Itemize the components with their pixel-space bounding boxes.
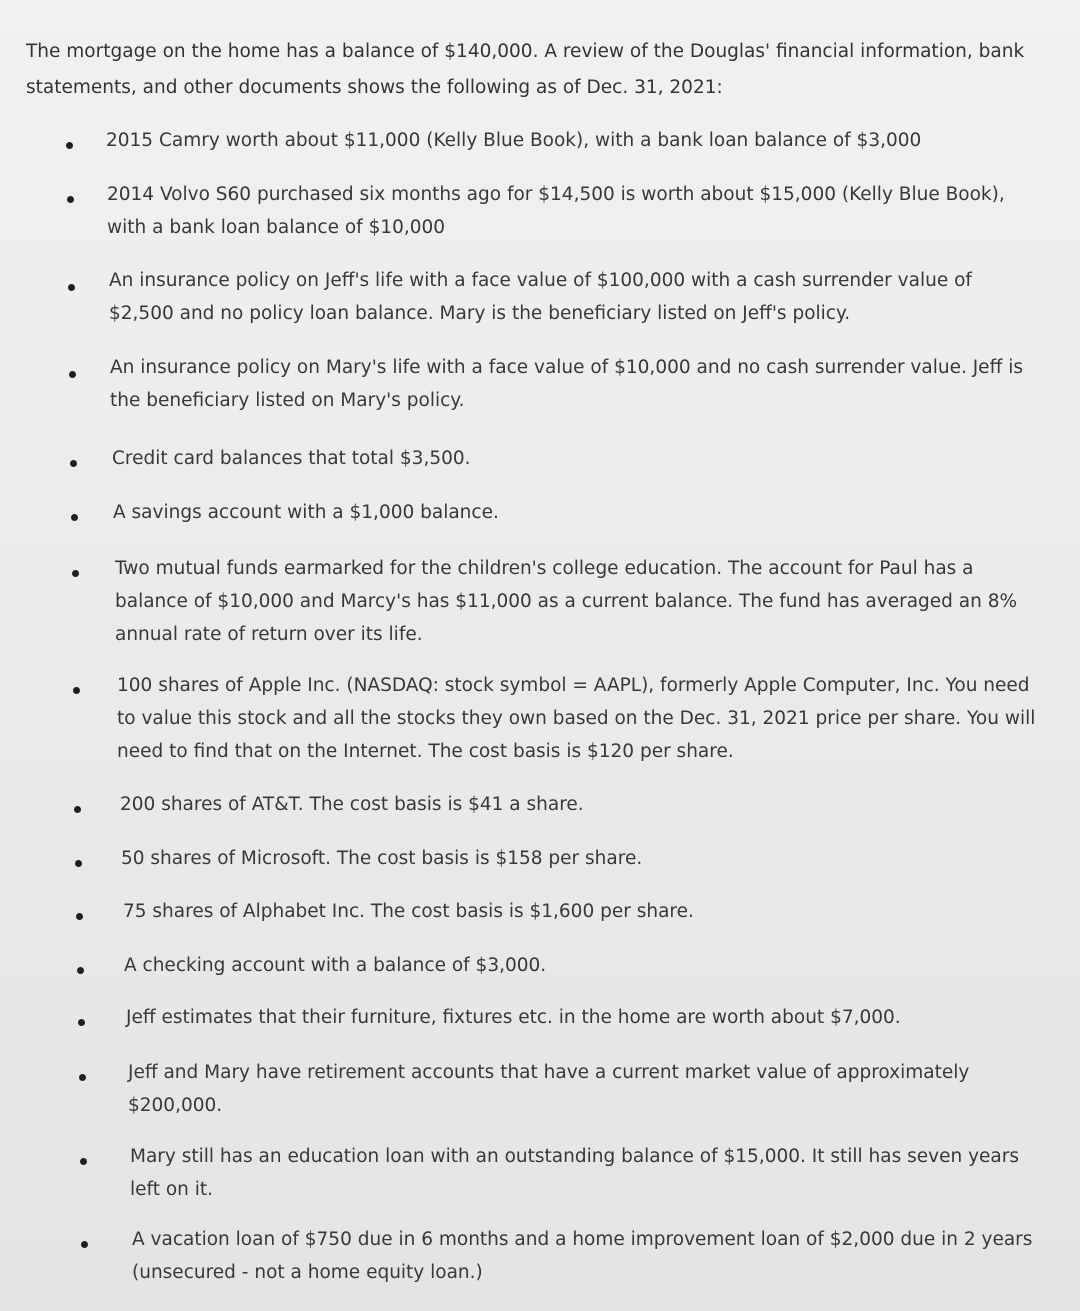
list-item-microsoft-stock	[121, 842, 1021, 875]
list-item-jeff-insurance	[109, 264, 1009, 330]
list-item-mary-insurance	[110, 351, 1040, 417]
bullet-icon	[79, 1074, 86, 1081]
list-item-credit-card	[112, 442, 1012, 475]
bullet-icon	[75, 860, 82, 867]
list-item-text: 50 shares of Microsoft. The cost basis is $158 per share.	[121, 848, 643, 869]
list-item-text: 200 shares of AT&T. The cost basis is $41 a share.	[120, 794, 584, 815]
bullet-icon	[72, 570, 79, 577]
bullet-icon	[69, 371, 76, 378]
list-item-text: 100 shares of Apple Inc. (NASDAQ: stock symbol = AAPL), formerly Apple Computer, Inc. You need to value this stock and all the stocks they own based on the Dec. 31, 2021 price per share. You will need to find that on the Internet. The cost basis is $120 per share.	[117, 675, 1036, 762]
list-item-volvo	[107, 178, 1037, 244]
list-item-text: Credit card balances that total $3,500.	[112, 448, 471, 469]
list-item-checking	[124, 949, 1024, 982]
list-item-text: 2014 Volvo S60 purchased six months ago for $14,500 is worth about $15,000 (Kelly Blue Book), with a bank loan balance of $10,000	[107, 184, 1005, 238]
list-item-vacation-loan	[132, 1223, 1057, 1289]
list-item-education-loan	[130, 1140, 1040, 1206]
list-item-text: 2015 Camry worth about $11,000 (Kelly Blue Book), with a bank loan balance of $3,000	[106, 130, 922, 151]
list-item-text: 75 shares of Alphabet Inc. The cost basis is $1,600 per share.	[123, 901, 694, 922]
bullet-icon	[68, 284, 75, 291]
list-item-alphabet-stock	[123, 895, 1023, 928]
list-item-camry	[106, 124, 1006, 157]
list-item-retirement	[128, 1056, 1008, 1122]
bullet-icon	[74, 806, 81, 813]
bullet-icon	[67, 196, 74, 203]
bullet-icon	[78, 1019, 85, 1026]
bullet-icon	[66, 142, 73, 149]
list-item-text: A checking account with a balance of $3,000.	[124, 955, 547, 976]
bullet-icon	[80, 1158, 87, 1165]
list-item-apple-stock	[117, 669, 1052, 768]
list-item-text: A vacation loan of $750 due in 6 months and a home improvement loan of $2,000 due in 2 years (unsecured - not a home equity loan.)	[132, 1229, 1033, 1283]
list-item-text: Mary still has an education loan with an outstanding balance of $15,000. It still has seven years left on it.	[130, 1146, 1020, 1200]
list-item-furniture	[126, 1001, 1026, 1034]
list-item-att-stock	[120, 788, 1020, 821]
bullet-icon	[71, 514, 78, 521]
bullet-icon	[70, 460, 77, 467]
list-item-text: An insurance policy on Mary's life with a face value of $10,000 and no cash surrender value. Jeff is the beneficiary listed on Mary's policy.	[110, 357, 1023, 411]
list-item-text: An insurance policy on Jeff's life with a face value of $100,000 with a cash surrender value of $2,500 and no policy loan balance. Mary is the beneficiary listed on Jeff's policy.	[109, 270, 972, 324]
list-item-savings	[113, 496, 1013, 529]
intro-paragraph: The mortgage on the home has a balance of $140,000. A review of the Douglas' financial information, bank statements, and other documents shows the following as of Dec. 31, 2021:	[26, 41, 1025, 98]
bullet-icon	[81, 1241, 88, 1248]
list-item-text: Jeff and Mary have retirement accounts that have a current market value of approximately $200,000.	[128, 1062, 970, 1116]
list-item-text: A savings account with a $1,000 balance.	[113, 502, 499, 523]
bullet-icon	[77, 967, 84, 974]
list-item-text: Two mutual funds earmarked for the children's college education. The account for Paul has a balance of $10,000 and Marcy's has $11,000 as a current balance. The fund has averaged an 8% annual rate of return over its life.	[115, 558, 1018, 645]
list-item-text: Jeff estimates that their furniture, fixtures etc. in the home are worth about $7,000.	[126, 1007, 901, 1028]
bullet-icon	[73, 687, 80, 694]
list-item-mutual-funds	[115, 552, 1050, 651]
bullet-icon	[76, 913, 83, 920]
